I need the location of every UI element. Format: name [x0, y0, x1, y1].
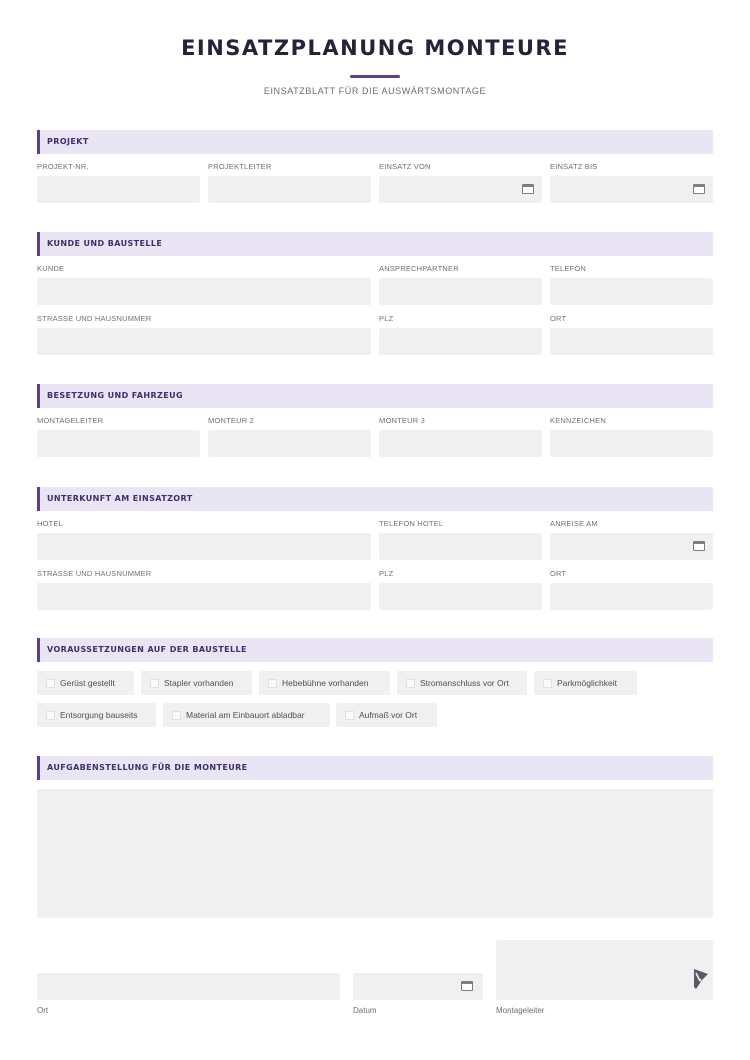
label-ort: ORT [550, 314, 567, 323]
label-hotel-plz: PLZ [379, 569, 394, 578]
kennzeichen-input[interactable] [550, 430, 713, 457]
checkbox[interactable] [406, 679, 415, 688]
checkbox[interactable] [543, 679, 552, 688]
section-unterkunft-heading: UNTERKUNFT AM EINSATZORT [37, 487, 713, 511]
section-kunde-heading: KUNDE UND BAUSTELLE [37, 232, 713, 256]
option-parkmoeglichkeit[interactable] [534, 671, 637, 695]
option-aufmass-vor-ort[interactable] [336, 703, 437, 727]
label-hotel: HOTEL [37, 519, 64, 528]
anreise-am-input[interactable] [550, 533, 713, 560]
projektleiter-input[interactable] [208, 176, 371, 203]
plz-input[interactable] [379, 328, 542, 355]
option-label: Gerüst gestellt [60, 678, 115, 688]
hotel-strasse-input[interactable] [37, 583, 371, 610]
hotel-ort-input[interactable] [550, 583, 713, 610]
telefon-hotel-input[interactable] [379, 533, 542, 560]
label-strasse: STRASSE UND HAUSNUMMER [37, 314, 152, 323]
hotel-plz-input[interactable] [379, 583, 542, 610]
calendar-icon[interactable] [522, 184, 534, 194]
section-besetzung-heading: BESETZUNG UND FAHRZEUG [37, 384, 713, 408]
label-projekt-nr: PROJEKT-NR. [37, 162, 89, 171]
calendar-icon[interactable] [693, 541, 705, 551]
strasse-input[interactable] [37, 328, 371, 355]
ort-input[interactable] [550, 328, 713, 355]
section-aufgaben-heading: AUFGABENSTELLUNG FÜR DIE MONTEURE [37, 756, 713, 780]
option-label: Material am Einbauort abladbar [186, 710, 305, 720]
label-montageleiter-signature: Montageleiter [496, 1006, 545, 1015]
label-kunde: KUNDE [37, 264, 65, 273]
einsatz-von-input[interactable] [379, 176, 542, 203]
option-label: Parkmöglichkeit [557, 678, 617, 688]
telefon-input[interactable] [550, 278, 713, 305]
signature-pad[interactable] [496, 940, 713, 1000]
label-monteur-3: MONTEUR 3 [379, 416, 425, 425]
option-hebebuehne-vorhanden[interactable] [259, 671, 390, 695]
option-label: Stapler vorhanden [164, 678, 234, 688]
montageleiter-input[interactable] [37, 430, 200, 457]
label-kennzeichen: KENNZEICHEN [550, 416, 606, 425]
monteur-2-input[interactable] [208, 430, 371, 457]
ort-signature-input[interactable] [37, 973, 340, 1000]
hotel-input[interactable] [37, 533, 371, 560]
checkbox[interactable] [172, 711, 181, 720]
label-hotel-ort: ORT [550, 569, 567, 578]
option-entsorgung-bauseits[interactable] [37, 703, 156, 727]
form-page [37, 0, 713, 1060]
label-projektleiter: PROJEKTLEITER [208, 162, 272, 171]
option-label: Aufmaß vor Ort [359, 710, 418, 720]
option-geruest-gestellt[interactable] [37, 671, 134, 695]
einsatz-bis-input[interactable] [550, 176, 713, 203]
calendar-icon[interactable] [461, 981, 473, 991]
label-hotel-strasse: STRASSE UND HAUSNUMMER [37, 569, 152, 578]
label-einsatz-von: EINSATZ VON [379, 162, 431, 171]
option-material-abladbar[interactable] [163, 703, 330, 727]
label-datum: Datum [353, 1006, 377, 1015]
option-label: Stromanschluss vor Ort [420, 678, 509, 688]
label-telefon-hotel: TELEFON HOTEL [379, 519, 444, 528]
section-projekt-heading: PROJEKT [37, 130, 713, 154]
title-underline [350, 75, 400, 78]
aufgaben-textarea[interactable] [37, 789, 713, 918]
option-label: Hebebühne vorhanden [282, 678, 369, 688]
checkbox[interactable] [46, 711, 55, 720]
checkbox[interactable] [46, 679, 55, 688]
label-montageleiter: MONTAGELEITER [37, 416, 104, 425]
ansprechpartner-input[interactable] [379, 278, 542, 305]
monteur-3-input[interactable] [379, 430, 542, 457]
option-label: Entsorgung bauseits [60, 710, 138, 720]
option-stapler-vorhanden[interactable] [141, 671, 252, 695]
page-title: EINSATZPLANUNG MONTEURE [181, 36, 569, 60]
label-anreise-am: ANREISE AM [550, 519, 598, 528]
label-ansprechpartner: ANSPRECHPARTNER [379, 264, 459, 273]
page-subtitle: EINSATZBLATT FÜR DIE AUSWÄRTSMONTAGE [263, 86, 487, 96]
label-monteur-2: MONTEUR 2 [208, 416, 254, 425]
checkbox[interactable] [150, 679, 159, 688]
pen-nib-icon [692, 968, 710, 990]
projekt-nr-input[interactable] [37, 176, 200, 203]
label-ort-signature: Ort [37, 1006, 49, 1015]
label-plz: PLZ [379, 314, 394, 323]
checkbox[interactable] [345, 711, 354, 720]
label-einsatz-bis: EINSATZ BIS [550, 162, 598, 171]
calendar-icon[interactable] [693, 184, 705, 194]
section-voraussetzungen-heading: VORAUSSETZUNGEN AUF DER BAUSTELLE [37, 638, 713, 662]
option-stromanschluss[interactable] [397, 671, 527, 695]
label-telefon: TELEFON [550, 264, 586, 273]
kunde-input[interactable] [37, 278, 371, 305]
checkbox[interactable] [268, 679, 277, 688]
